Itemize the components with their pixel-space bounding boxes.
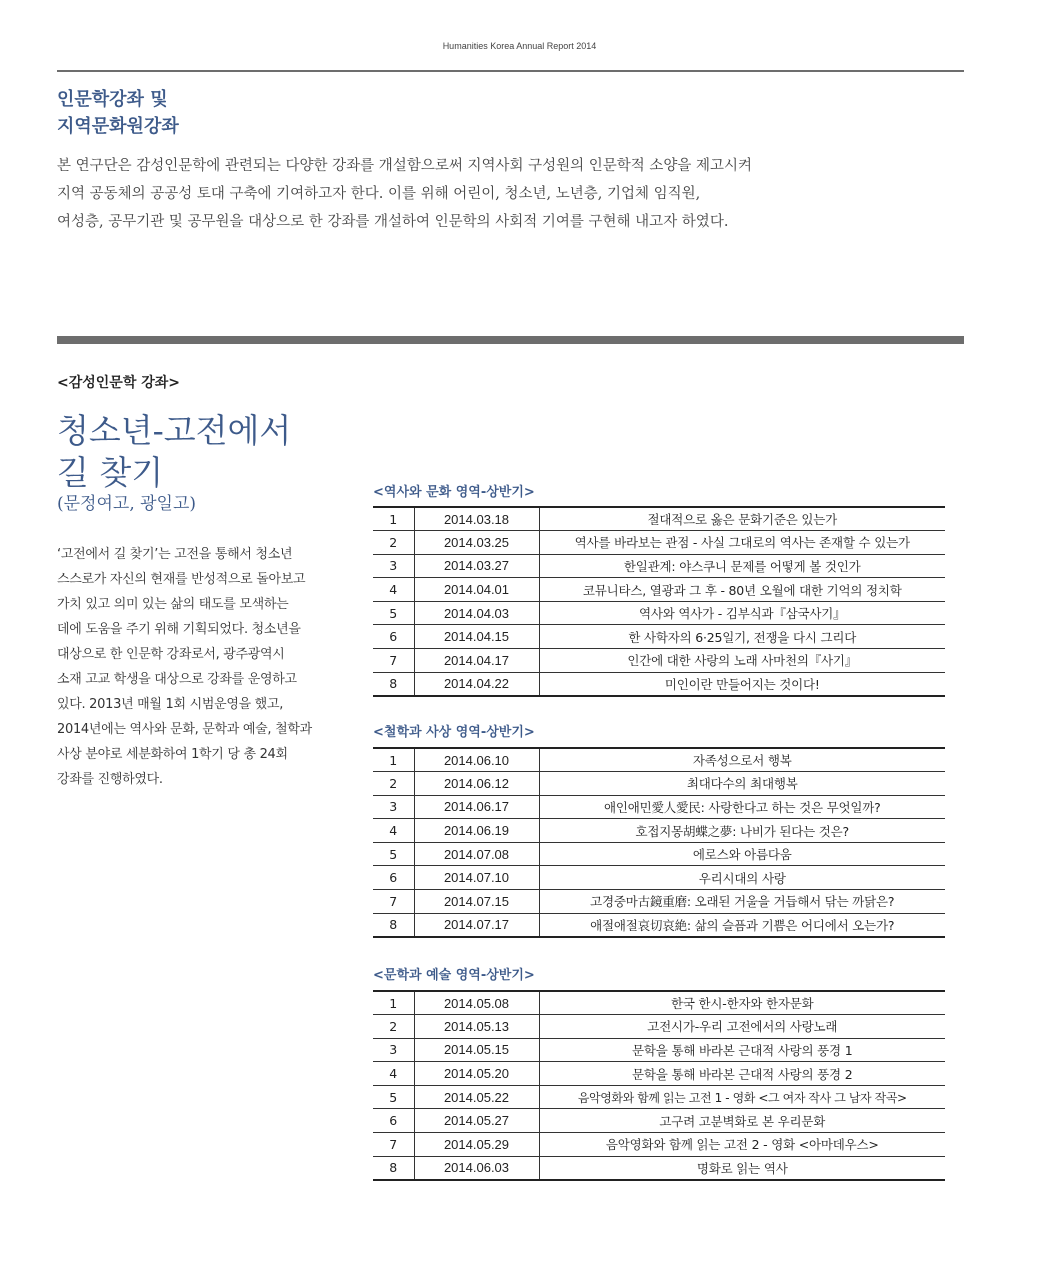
row-topic: 애절애절哀切哀絶: 삶의 슬픔과 기쁨은 어디에서 오는가? [539,913,945,937]
row-date: 2014.06.10 [414,748,539,772]
row-number: 8 [373,913,414,937]
section-divider [57,336,964,344]
course-category: <감성인문학 강좌> [57,375,181,391]
course-description [57,542,337,792]
running-header: Humanities Korea Annual Report 2014 [442,41,597,51]
row-topic: 애인애민愛人愛民: 사랑한다고 하는 것은 무엇일까? [539,795,945,819]
table-row [373,578,945,602]
row-number: 7 [373,890,414,914]
table-row [373,1109,945,1133]
row-date: 2014.07.15 [414,890,539,914]
table-row [373,1156,945,1180]
top-divider [57,70,964,72]
row-topic: 역사를 바라보는 관점 - 사실 그대로의 역사는 존재할 수 있는가 [539,531,945,555]
row-topic: 자족성으로서 행복 [539,748,945,772]
description-line: 있다. 2013년 매월 1회 시범운영을 했고, [57,697,284,712]
row-date: 2014.04.01 [414,578,539,602]
row-date: 2014.06.12 [414,772,539,796]
table-row [373,842,945,866]
description-line: 소재 고교 학생을 대상으로 강좌를 운영하고 [57,672,297,687]
row-topic: 고전시가-우리 고전에서의 사랑노래 [539,1015,945,1039]
row-topic: 미인이란 만들어지는 것이다! [539,672,945,696]
course-schools: (문정여고, 광일고) [57,494,197,514]
table-row [373,819,945,843]
row-number: 7 [373,1133,414,1157]
row-number: 3 [373,1038,414,1062]
row-date: 2014.05.08 [414,991,539,1015]
row-number: 3 [373,554,414,578]
row-topic: 한일관계: 야스쿠니 문제를 어떻게 볼 것인가 [539,554,945,578]
row-number: 1 [373,748,414,772]
row-topic: 절대적으로 옳은 문화기준은 있는가 [539,507,945,531]
table-row [373,1038,945,1062]
history-culture-table [373,506,945,697]
table-row [373,507,945,531]
row-date: 2014.07.17 [414,913,539,937]
row-number: 6 [373,866,414,890]
row-topic: 한 사학자의 6·25일기, 전쟁을 다시 그리다 [539,625,945,649]
intro-line: 지역 공동체의 공공성 토대 구축에 기여하고자 한다. 이를 위해 어린이, 청소년, 노년층, 기업체 임직원, [57,186,701,202]
row-date: 2014.04.22 [414,672,539,696]
row-number: 5 [373,601,414,625]
philosophy-thought-table [373,747,945,938]
row-topic: 한국 한시-한자와 한자문화 [539,991,945,1015]
row-date: 2014.05.29 [414,1133,539,1157]
table-row [373,649,945,673]
row-topic: 문학을 통해 바라본 근대적 사랑의 풍경 1 [539,1038,945,1062]
table-row [373,866,945,890]
row-date: 2014.04.03 [414,601,539,625]
description-line: 데에 도움을 주기 위해 기획되었다. 청소년을 [57,622,301,637]
literature-art-area-title: <문학과 예술 영역-상반기> [373,968,535,983]
row-date: 2014.05.22 [414,1085,539,1109]
course-title [57,410,377,494]
row-number: 4 [373,1062,414,1086]
description-line: 강좌를 진행하였다. [57,772,163,787]
row-number: 3 [373,795,414,819]
row-date: 2014.05.13 [414,1015,539,1039]
table-row [373,748,945,772]
table-row [373,601,945,625]
intro-paragraph [57,152,957,236]
row-topic: 우리시대의 사랑 [539,866,945,890]
table-row [373,554,945,578]
intro-line: 여성층, 공무기관 및 공무원을 대상으로 한 강좌를 개설하여 인문학의 사회적 기여를 구현해 내고자 하였다. [57,214,729,230]
row-date: 2014.03.25 [414,531,539,555]
section-title-line-2: 지역문화원강좌 [57,116,179,137]
table-row [373,772,945,796]
row-date: 2014.05.27 [414,1109,539,1133]
description-line: 2014년에는 역사와 문화, 문학과 예술, 철학과 [57,722,312,737]
table-row [373,625,945,649]
history-culture-area-title: <역사와 문화 영역-상반기> [373,485,535,500]
row-date: 2014.04.15 [414,625,539,649]
row-date: 2014.07.08 [414,842,539,866]
row-topic: 문학을 통해 바라본 근대적 사랑의 풍경 2 [539,1062,945,1086]
row-number: 1 [373,507,414,531]
row-date: 2014.06.03 [414,1156,539,1180]
row-date: 2014.05.20 [414,1062,539,1086]
row-date: 2014.06.17 [414,795,539,819]
row-topic: 최대다수의 최대행복 [539,772,945,796]
row-date: 2014.04.17 [414,649,539,673]
table-row [373,1085,945,1109]
row-topic: 고구려 고분벽화로 본 우리문화 [539,1109,945,1133]
row-date: 2014.03.18 [414,507,539,531]
table-row [373,672,945,696]
row-number: 4 [373,819,414,843]
table-row [373,531,945,555]
row-topic: 음악영화와 함께 읽는 고전 1 - 영화 <그 여자 작사 그 남자 작곡> [539,1085,945,1109]
table-row [373,890,945,914]
description-line: 사상 분야로 세분화하여 1학기 당 총 24회 [57,747,288,762]
intro-line: 본 연구단은 감성인문학에 관련되는 다양한 강좌를 개설함으로써 지역사회 구성원의 인문학적 소양을 제고시켜 [57,158,753,174]
section-title [57,86,457,140]
row-number: 6 [373,625,414,649]
row-number: 6 [373,1109,414,1133]
table-row [373,1062,945,1086]
row-number: 5 [373,842,414,866]
row-topic: 명화로 읽는 역사 [539,1156,945,1180]
description-line: 스스로가 자신의 현재를 반성적으로 돌아보고 [57,572,306,587]
row-topic: 음악영화와 함께 읽는 고전 2 - 영화 <아마데우스> [539,1133,945,1157]
row-date: 2014.05.15 [414,1038,539,1062]
row-number: 4 [373,578,414,602]
row-date: 2014.06.19 [414,819,539,843]
course-title-line-1: 청소년-고전에서 [57,411,292,450]
row-number: 2 [373,531,414,555]
literature-art-table [373,990,945,1181]
row-date: 2014.07.10 [414,866,539,890]
table-row [373,991,945,1015]
row-topic: 호접지몽胡蝶之夢: 나비가 된다는 것은? [539,819,945,843]
description-line: 대상으로 한 인문학 강좌로서, 광주광역시 [57,647,285,662]
row-date: 2014.03.27 [414,554,539,578]
row-number: 8 [373,672,414,696]
course-title-line-2: 길 찾기 [57,453,164,492]
row-number: 2 [373,1015,414,1039]
table-row [373,1015,945,1039]
table-row [373,795,945,819]
row-topic: 에로스와 아름다움 [539,842,945,866]
row-number: 8 [373,1156,414,1180]
table-row [373,1133,945,1157]
description-line: ‘고전에서 길 찾기’는 고전을 통해서 청소년 [57,547,293,562]
description-line: 가치 있고 의미 있는 삶의 태도를 모색하는 [57,597,289,612]
row-topic: 코뮤니타스, 열광과 그 후 - 80년 오월에 대한 기억의 정치학 [539,578,945,602]
row-number: 5 [373,1085,414,1109]
row-topic: 고경중마古鏡重磨: 오래된 거울을 거듭해서 닦는 까닭은? [539,890,945,914]
section-title-line-1: 인문학강좌 및 [57,89,168,110]
row-number: 7 [373,649,414,673]
row-topic: 인간에 대한 사랑의 노래 사마천의『사기』 [539,649,945,673]
row-number: 1 [373,991,414,1015]
row-number: 2 [373,772,414,796]
row-topic: 역사와 역사가 - 김부식과『삼국사기』 [539,601,945,625]
table-row [373,913,945,937]
philosophy-thought-area-title: <철학과 사상 영역-상반기> [373,725,535,740]
